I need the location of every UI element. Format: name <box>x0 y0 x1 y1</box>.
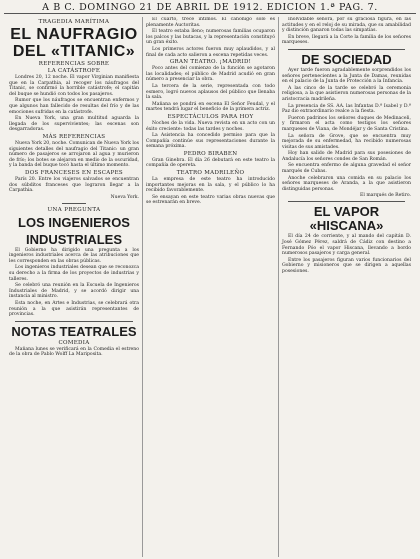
article-paragraph: Se ensayan en este teatro varias obras nuevas que se estrenarán en breve. <box>146 194 275 206</box>
column-2 <box>142 17 278 557</box>
subheading: COMEDIA <box>58 339 90 346</box>
headline-vapor-hiscana: EL VAPOR «HISCANA» <box>309 204 384 234</box>
subheading-referencias: REFERENCIAS SOBRE <box>38 61 110 67</box>
article-paragraph: El teatro estaba lleno; numerosas familias ocuparon los palcos y las butacas, y la representación constituyó un gran éxito. <box>146 29 275 46</box>
article-paragraph: Entre los pasajeros figuran varios funcionarios del Gobierno y misioneros que se dirigen a aquellas posesiones. <box>282 257 411 274</box>
article-paragraph: Nueva York 20, noche. Comunican de Nueva York los siguientes detalles del naufragio del Titanic: un gran número de pasajeros se arrojaron al agua y murieron de frío; los botes se alejaron en medio de la oscuridad, y la banda del buque tocó hasta el último momento. <box>9 140 139 169</box>
headline-ingenieros-2: INDUSTRIALES <box>25 231 123 247</box>
article-paragraph: Hoy han salido de Madrid para sus posesiones de Andalucía los señores condes de San Román. <box>282 151 411 162</box>
column-1 <box>6 17 142 557</box>
article-paragraph: París 20. Entre los viajeros salvados se encuentran dos súbditos franceses que lograron llegar a la Carpathia. <box>9 176 139 194</box>
article-paragraph: La tercera de la serie, representada con todo esmero, logró nuevos aplausos del público que llenaba la sala. <box>146 83 275 101</box>
section-label: TRAGEDIA MARÍTIMA <box>38 19 110 25</box>
article-paragraph: Inolvidable señora, por su graciosa figura, en las actitudes y en el reloj de su mirada, que su amabilidad y distinción ganaron todas las simpatías. <box>282 17 411 34</box>
article-paragraph: El cuarto, trece íntimos. El canónigo sólo es plenamente Auctoritas. <box>146 17 275 28</box>
headline-notas-teatrales: NOTAS TEATRALES <box>11 323 137 339</box>
article-paragraph: Esta noche, en Artes e Industrias, se celebrará otra reunión a la que asistirán representantes de provincias. <box>9 301 139 318</box>
headline-titanic-1: EL NAUFRAGIO <box>10 26 138 43</box>
dateline: Nueva York. <box>110 194 139 200</box>
article-paragraph: En breve, llegará a la Corte la familia de los señores marqueses. <box>282 34 411 46</box>
article-paragraph: La señora de Grove, que se encuentra muy mejorada de su enfermedad, ha recibido numerosas visitas de sus amistades. <box>282 133 411 150</box>
article-paragraph: La empresa de este teatro ha introducido importantes mejoras en la sala, y el público lo ha recibido favorablemente. <box>146 177 275 194</box>
section-label: UNA PREGUNTA <box>47 206 101 213</box>
divider <box>288 201 405 202</box>
headline-titanic-2: DEL «TITANIC» <box>12 43 136 60</box>
header-rule <box>4 13 416 14</box>
headline-ingenieros-1: LOS INGENIEROS <box>18 214 130 230</box>
divider <box>62 203 86 204</box>
subheading: PEDRO BIRABEN <box>183 150 238 157</box>
article-paragraph: Se celebró una reunión en la Escuela de Ingenieros Industriales de Madrid, y se acordó dirigir una instancia al ministro. <box>9 283 139 300</box>
subheading-catastrofe: LA CATÁSTROFE <box>47 68 101 74</box>
article-paragraph: Noches de la vida. Nueva revista en un acto con un éxito creciente: todas las tardes y noches. <box>146 120 275 132</box>
article-paragraph: A las cinco de la tarde se celebró la ceremonia religiosa, a la que asistieron numerosas personas de la aristocracia madrileña. <box>282 85 411 102</box>
article-paragraph: Londres 20, 12 noche. El vapor Virginian manifiesta que en la Carpathia, al recoger los náufragos del Titanic, se confirmó la horrible catástrofe; el capitán del buque se hundió con todos los pasajeros. <box>9 75 139 97</box>
divider <box>288 49 405 50</box>
subheading: TEATRO MADRILEÑO <box>176 170 245 177</box>
article-paragraph: Se encuentra enfermo de alguna gravedad el señor marqués de Cubas. <box>282 163 411 175</box>
divider <box>15 321 133 322</box>
article-paragraph: El día 24 de corriente, y al mando del capitán D. José Gómez Pérez, saldrá de Cádiz con destino a Fernando Póo el vapor Hiscana, llevando a bordo numerosos pasajeros y carga general. <box>282 234 411 257</box>
column-3 <box>278 17 414 557</box>
subheading: MÁS REFERENCIAS <box>42 133 106 140</box>
subheading: GRAN TEATRO. ¡MADRID! <box>169 59 252 66</box>
article-paragraph: Poco antes del comienzo de la función se agotaron las localidades; el público de Madrid acudió en gran número a presenciar la obra. <box>146 66 275 83</box>
article-paragraph: Fueron padrinos los señores duques de Medinaceli, y firmaron el acta como testigos los señores marqueses de Viana, de Mondéjar y de Santa Cristina. <box>282 115 411 132</box>
article-paragraph: La presencia de SS. AA. las Infantas D.ª Isabel y D.ª Paz dio extraordinario realce a la fiesta. <box>282 103 411 115</box>
article-paragraph: Anoche celebraron una comida en su palacio los señores marqueses de Aranda, a la que asistieron distinguidas personas. <box>282 175 411 192</box>
subheading: ESPECTÁCULOS PARA HOY <box>167 113 254 120</box>
article-paragraph: El Gobierno ha dirigido una pregunta a los ingenieros industriales acerca de las atribuciones que les corresponden en las obras públicas. <box>9 247 139 264</box>
article-paragraph: La Asistencia ha concedido permiso para que la Compañía continúe sus representaciones durante la semana próxima. <box>146 133 275 150</box>
article-paragraph: En Nueva York, una gran multitud aguarda la llegada de los supervivientes; las escenas son desgarradoras. <box>9 116 139 133</box>
article-paragraph: Mañana se pondrá en escena El Señor Feudal, y el martes tendrá lugar el beneficio de la primera actriz. <box>146 101 275 113</box>
byline: El marqués de Retiro. <box>360 193 411 199</box>
article-paragraph: Los primeros actores fueron muy aplaudidos, y al final de cada acto salieron a escena repetidas veces. <box>146 46 275 58</box>
article-paragraph: Mañana lunes se verificará en la Comedia el estreno de la obra de Pablo Wolff La Mariposita. <box>9 346 139 358</box>
headline-sociedad: DE SOCIEDAD <box>301 51 392 67</box>
page-header: A B C. DOMINGO 21 DE ABRIL DE 1912. EDICION 1.ª PAG. 7. <box>42 2 378 13</box>
article-paragraph: Gran Ginebra. El día 26 debutará en este teatro la compañía de opereta. <box>146 157 275 169</box>
subheading: DOS FRANCESES EN ESCAPES <box>25 169 123 176</box>
article-paragraph: Ayer tarde fueron agradablemente sorprendidos los señores pertenecientes a la Junta de Damas, reunidas en el palacio de la Junta de Protección a la Infancia. <box>282 67 411 85</box>
article-paragraph: Los ingenieros industriales desean que se reconozca su derecho a la firma de los proyectos de industrias y talleres. <box>9 265 139 282</box>
columns <box>6 17 414 557</box>
article-paragraph: Rumor que los náufragos se encuentran enfermos y que algunos han fallecido de resultas del frío y de las emociones sufridas en la catástrofe. <box>9 98 139 115</box>
